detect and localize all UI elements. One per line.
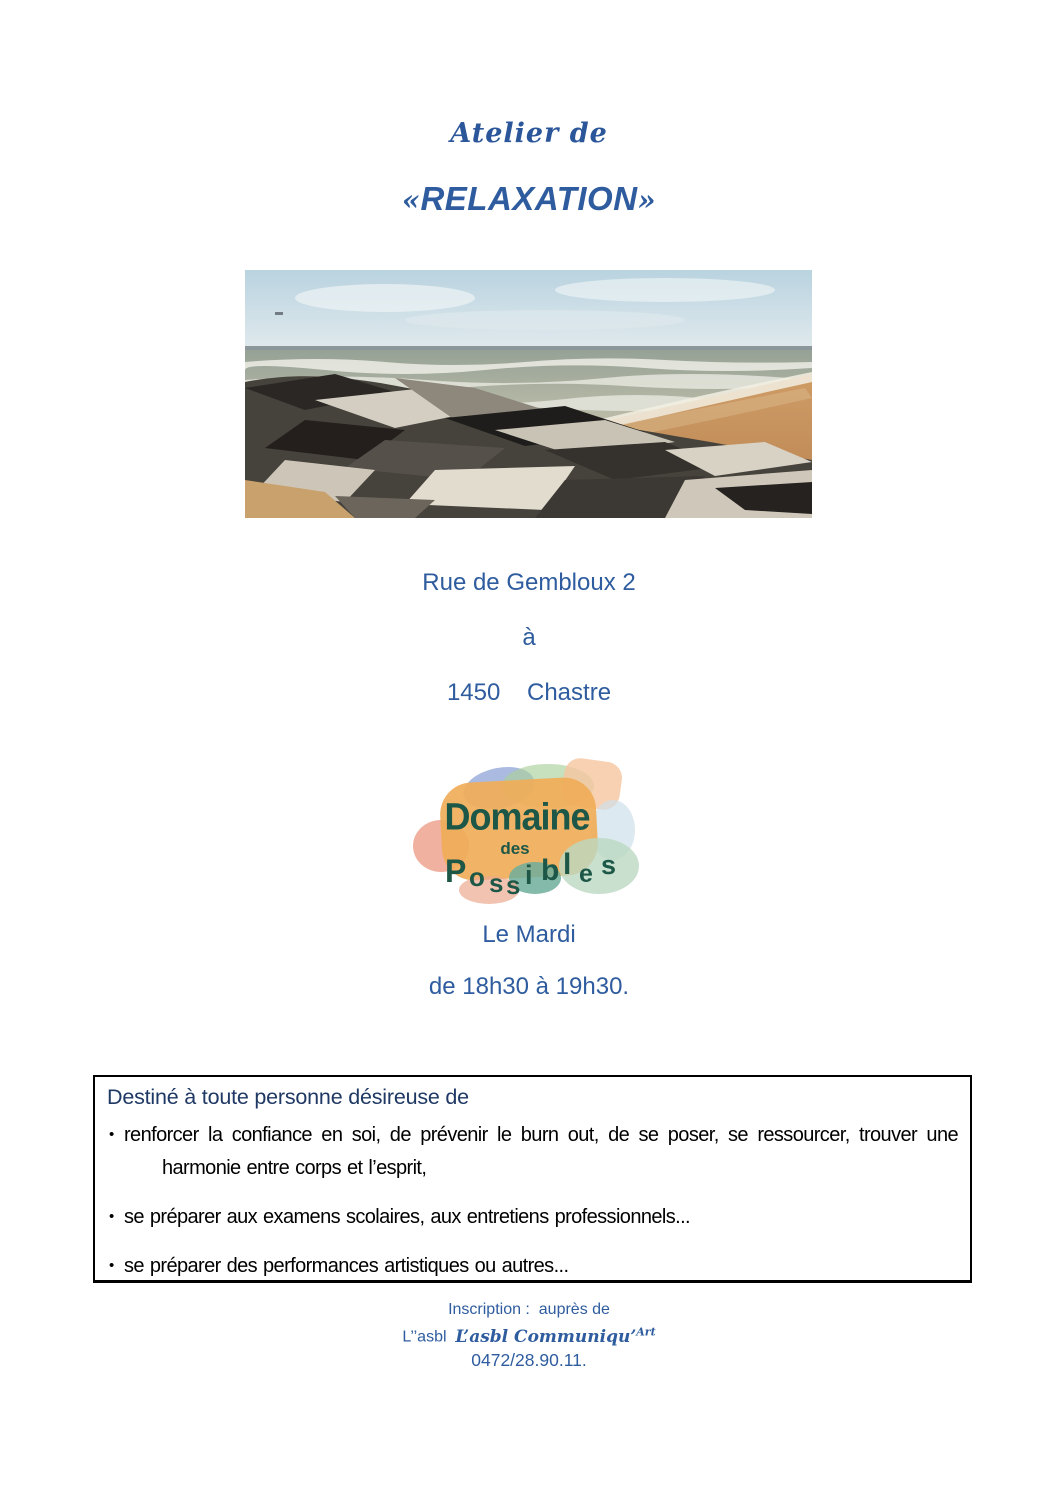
footer-organisation-line [0,1325,1058,1347]
workshop-title [0,180,1058,218]
schedule-hours: de 18h30 à 19h30. [428,973,630,1000]
open-guillemet: « [401,183,421,217]
footer-asbl-name-sup: Art [636,1325,656,1338]
domaine-des-possibles-logo [413,758,641,910]
bullet-text-line: harmonie entre corps et l’esprit, [162,1157,427,1179]
address-particle: à [522,624,536,651]
footer-asbl-name [455,1327,655,1347]
logo-letter: s [489,868,504,898]
bullet-item-confidence [107,1125,958,1178]
info-box-heading: Destiné à toute personne désireuse de [107,1085,469,1109]
bullet-icon: • [109,1126,115,1143]
logo-letter: e [579,860,593,888]
logo-graphic [413,758,641,910]
logo-letter: l [563,848,572,881]
bullet-icon: • [109,1208,115,1225]
bullet-text-line: se préparer aux examens scolaires, aux entretiens professionnels... [124,1206,690,1228]
beach-photo-graphic [245,270,812,518]
footer-inscription-line: Inscription : auprès de [448,1301,610,1318]
logo-word-domaine: Domaine [444,795,590,838]
bullet-item-performances [107,1256,958,1276]
beach-photo [245,270,812,518]
footer-asbl-prefix: L’’asbl [402,1328,456,1346]
workshop-title-word: RELAXATION [420,180,638,217]
footer-asbl-name-text: L’asbl Communiqu’ [455,1326,637,1347]
logo-letter: o [469,862,485,892]
workshop-supertitle: Atelier de [450,118,608,149]
logo-letter: b [541,854,560,887]
bullet-text-line: renforcer la confiance en soi, de prévenir le burn out, de se poser, se ressourcer, trouver une [124,1124,958,1146]
logo-letter: P [445,853,467,889]
audience-info-box [93,1075,972,1283]
footer-phone-number: 0472/28.90.11. [471,1350,587,1370]
address-city: 1450 Chastre [446,679,612,706]
logo-letter: i [525,860,533,890]
logo-word-des: des [500,839,530,858]
bullet-text-line: se préparer des performances artistiques ou autres... [124,1255,569,1277]
close-guillemet: » [637,183,657,217]
schedule-day: Le Mardi [482,921,576,948]
bullet-icon: • [109,1257,115,1274]
address-street: Rue de Gembloux 2 [422,569,636,596]
logo-letter: s [506,870,521,900]
logo-letter: s [601,850,617,880]
bullet-item-exams [107,1207,958,1227]
